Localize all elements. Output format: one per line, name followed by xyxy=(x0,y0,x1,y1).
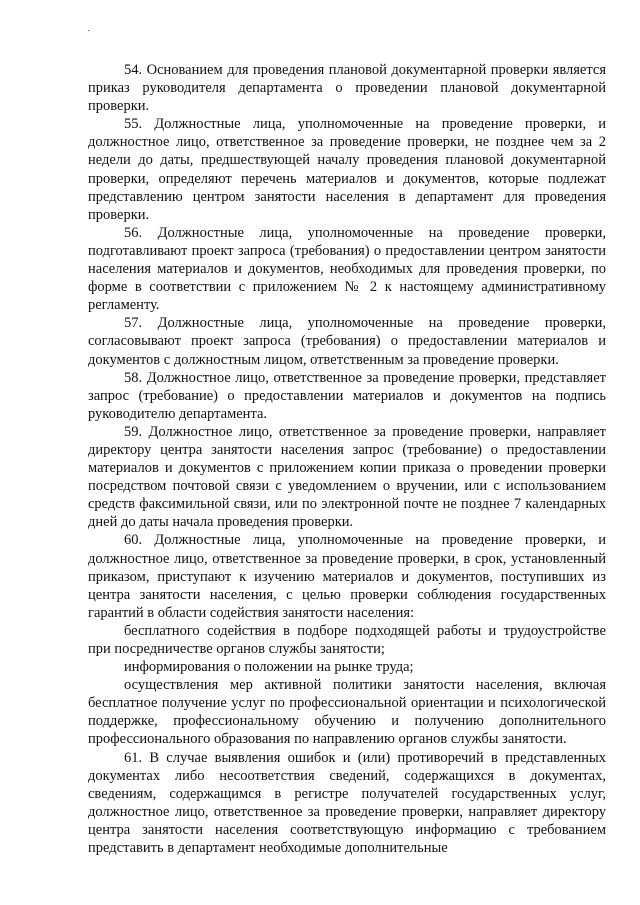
paragraph-54: 54. Основанием для проведения плановой документарной проверки является приказ руководителя департамента о проведении плановой документарной проверки. xyxy=(88,62,606,115)
list-item-labor-market-info: информирования о положении на рынке труда; xyxy=(124,659,414,676)
paragraph-60: 60. Должностные лица, уполномоченные на проведение проверки, и должностное лицо, ответственное за проведение проверки, в срок, установленный приказом, приступают к изучению материалов и документов, поступивших из центра занятости населения, с целью проверки соблюдения государственных гарантий в области содействия занятости населения: xyxy=(88,532,606,621)
paragraph-57: 57. Должностные лица, уполномоченные на проведение проверки, согласовывают проект запроса (требования) о предоставлении материалов и документов с должностным лицом, ответственным за проведение проверки. xyxy=(88,315,606,368)
paragraph-59: 59. Должностное лицо, ответственное за проведение проверки, направляет директору центра занятости населения запрос (требование) о предоставлении материалов и документов с приложением копии приказа о проведении проверки посредством почтовой связи с уведомлением о вручении, или с использованием средств факсимильной связи, или по электронной почте не позднее 7 календарных дней до даты начала проведения проверки. xyxy=(88,423,606,531)
document-body xyxy=(88,61,606,857)
paragraph-61: 61. В случае выявления ошибок и (или) противоречий в представленных документах либо несоответствия сведений, содержащихся в документах, сведениям, содержащимся в регистре получателей государственных услуг, должностное лицо, ответственное за проведение проверки, направляет директору центра занятости населения соответствующую информацию с требованием представить в департамент необходимые дополнительные xyxy=(88,749,606,857)
paragraph-55: 55. Должностные лица, уполномоченные на проведение проверки, и должностное лицо, ответственное за проведение проверки, не позднее чем за 2 недели до даты, предшествующей началу проведения плановой документарной проверки, определяют перечень материалов и документов, которые подлежат представлению центром занятости населения в департамент для проведения проверки. xyxy=(88,116,606,223)
paragraph-56: 56. Должностные лица, уполномоченные на проведение проверки, подготавливают проект запроса (требования) о предоставлении центром занятости населения материалов и документов, необходимых для проведения проверки, по форме в соответствии с приложением № 2 к настоящему административному регламенту. xyxy=(88,224,606,314)
paragraph-58: 58. Должностное лицо, ответственное за проведение проверки, представляет запрос (требование) о предоставлении материалов и документов на подпись руководителю департамента. xyxy=(88,369,606,422)
list-item-active-policy: осуществления мер активной политики занятости населения, включая бесплатное получение услуг по профессиональной ориентации и психологической поддержке, профессиональному обучению и получению дополнительного профессионального образования по направлению органов службы занятости. xyxy=(88,677,606,748)
list-item-job-assistance: бесплатного содействия в подборе подходящей работы и трудоустройстве при посредничестве органов службы занятости; xyxy=(88,622,606,657)
scan-mark xyxy=(88,30,90,31)
